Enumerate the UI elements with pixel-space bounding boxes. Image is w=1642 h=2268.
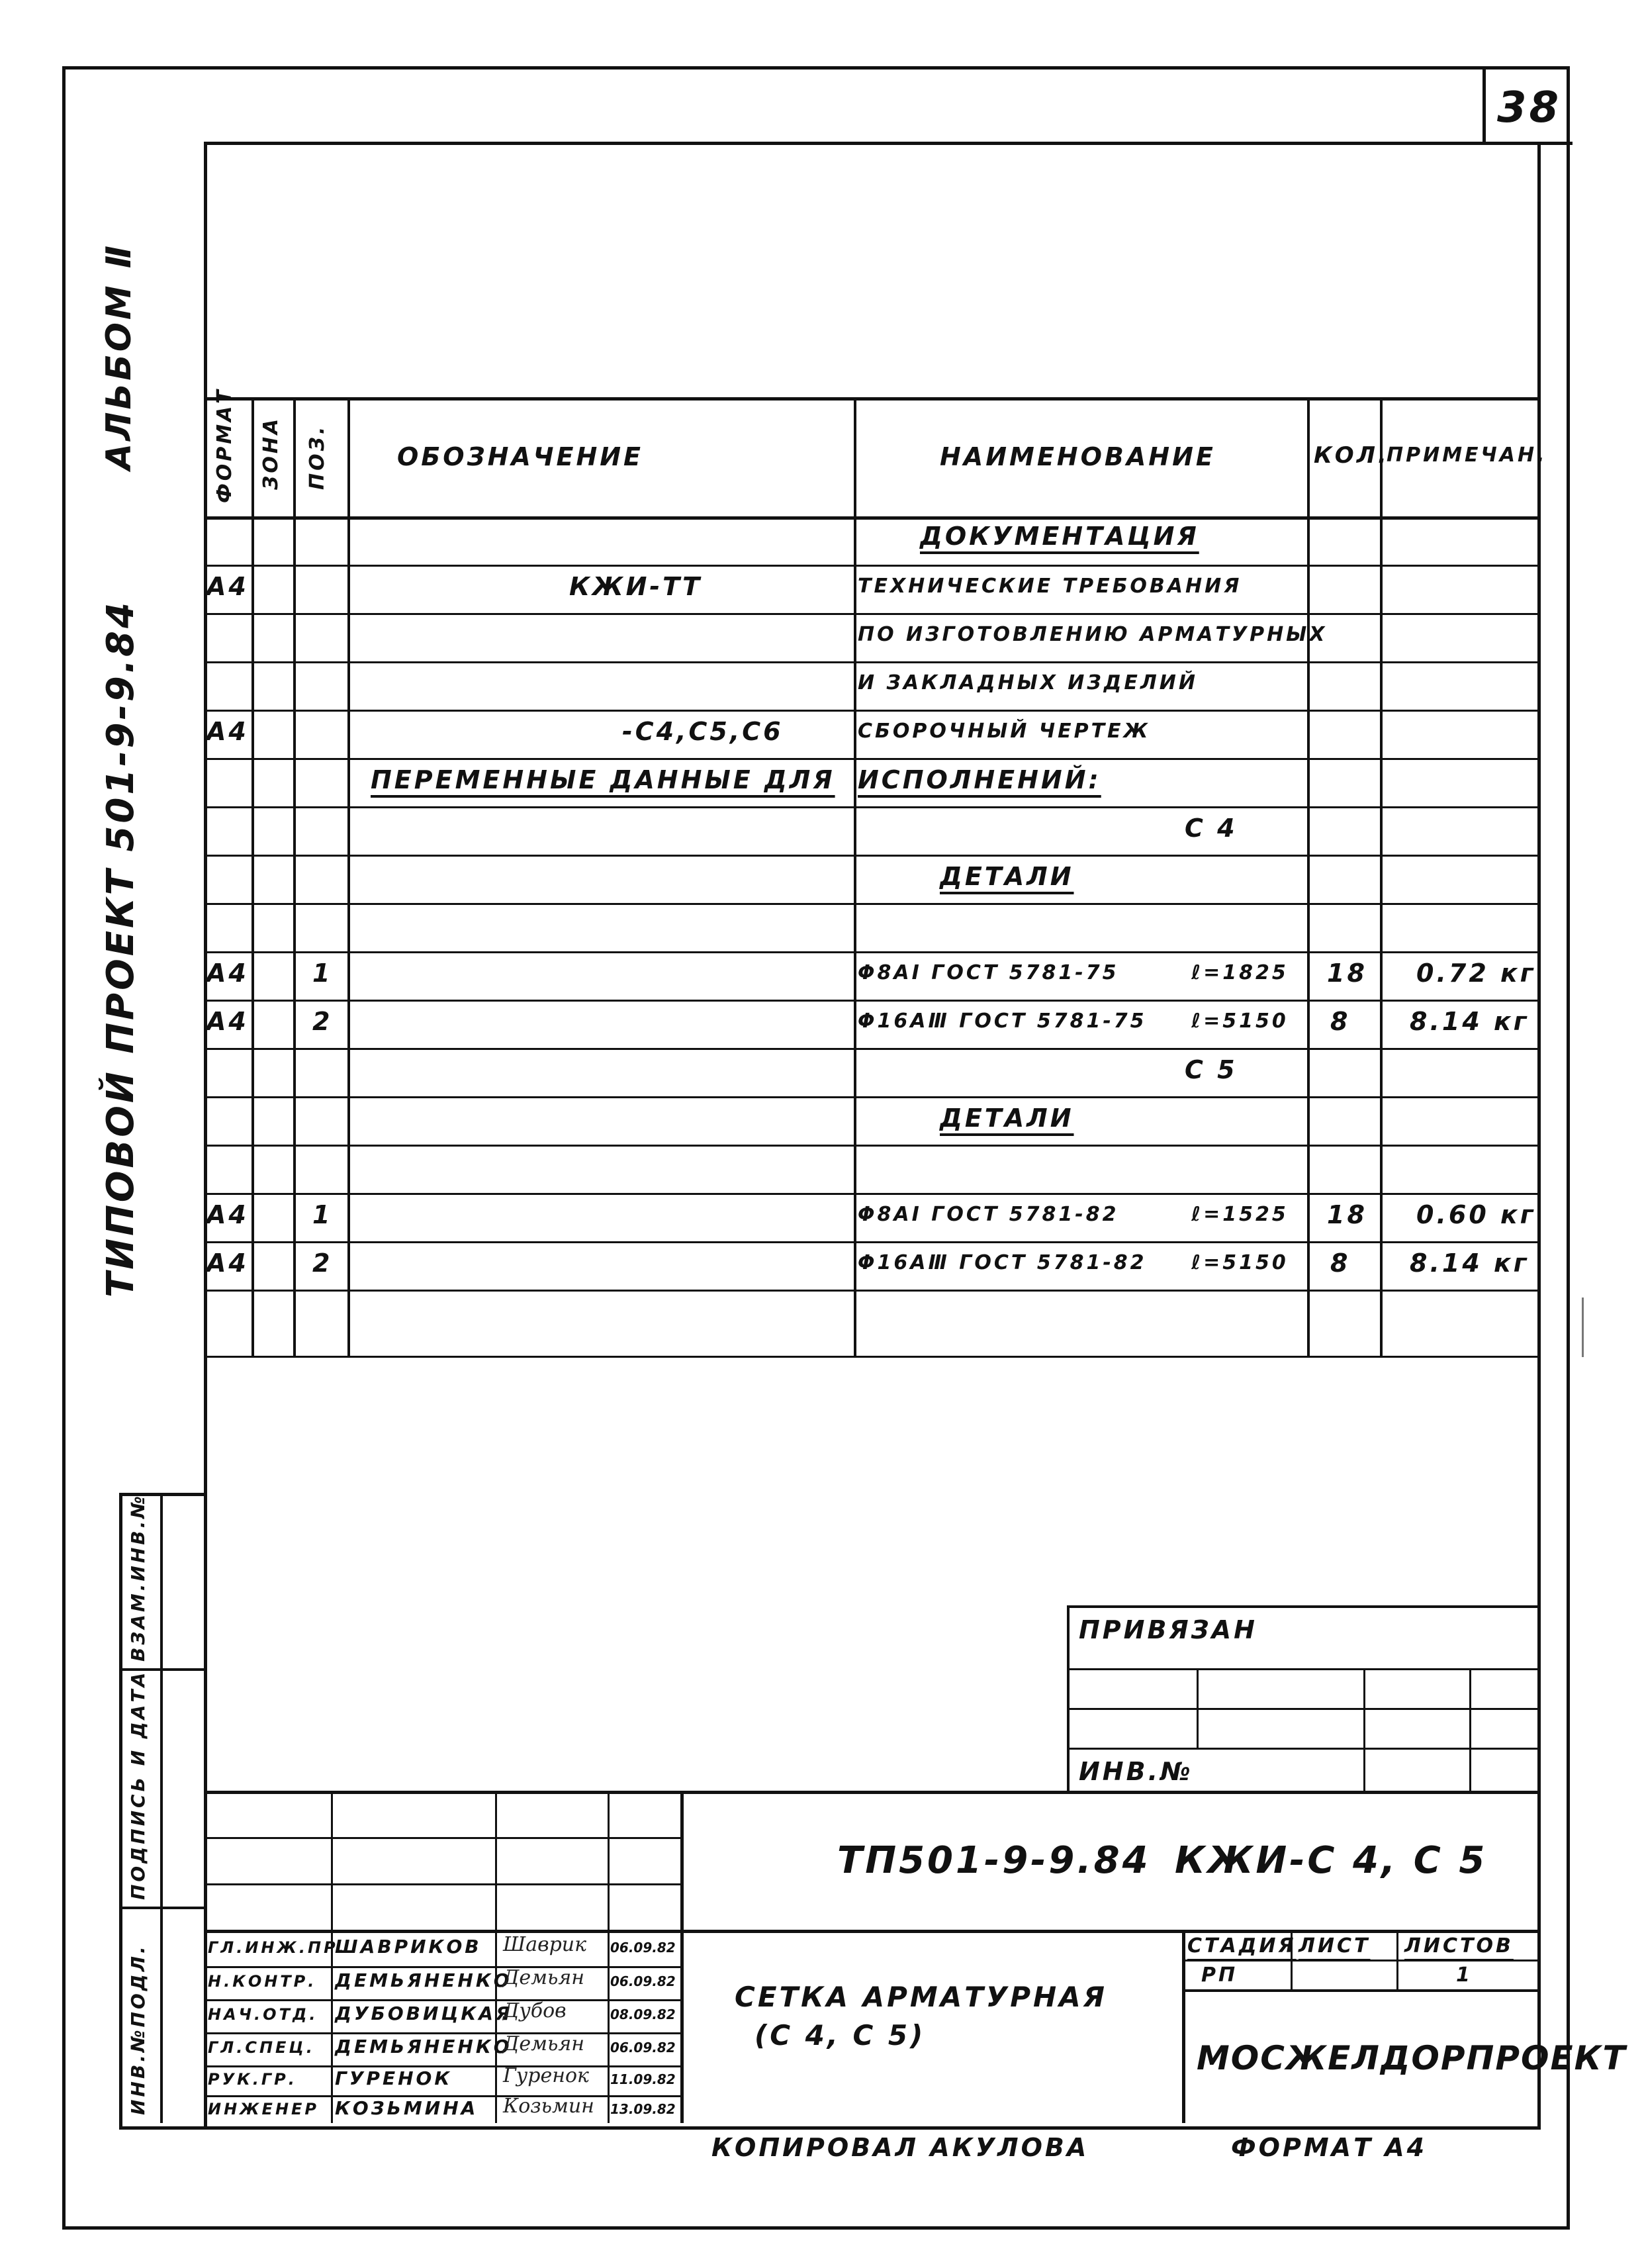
row-name: СБОРОЧНЫЙ ЧЕРТЕЖ	[858, 720, 1151, 743]
row-name: Φ16АⅢ ГОСТ 5781-82	[858, 1251, 1147, 1274]
row-note: 8.14 кг	[1410, 1249, 1529, 1278]
signature: Демьян	[503, 1966, 584, 1989]
person-role: НАЧ.ОТД.	[208, 2005, 318, 2024]
row-designation: КЖИ-ТТ	[569, 572, 702, 601]
doc-code: ТП501-9-9.84	[837, 1839, 1151, 1882]
signature: Гуренок	[503, 2064, 589, 2087]
binding-title: ПРИВЯЗАН	[1079, 1615, 1257, 1644]
organization: МОСЖЕЛДОРПРОЕКТ	[1197, 2039, 1627, 2077]
album-label: АЛЬБОМ Ⅱ	[99, 242, 139, 470]
person-name: ШАВРИКОВ	[335, 1936, 482, 1958]
row-name: Φ8АⅠ ГОСТ 5781-75	[858, 961, 1119, 984]
row-name: С 4	[1185, 814, 1238, 843]
row-name: ИСПОЛНЕНИЙ:	[858, 765, 1101, 794]
stamp-inv-label: ИНВ.№ПОДЛ.	[127, 1944, 149, 2115]
person-role: ИНЖЕНЕР	[208, 2100, 320, 2118]
person-role: РУК.ГР.	[208, 2070, 297, 2089]
row-name: ДЕТАЛИ	[940, 1104, 1074, 1133]
row-format: А4	[206, 1249, 249, 1278]
drawing-title: СЕТКА АРМАТУРНАЯ	[735, 1981, 1108, 2013]
person-name: ДЕМЬЯНЕНКО	[335, 1969, 512, 1991]
person-name: ГУРЕНОК	[335, 2067, 453, 2089]
stage-value: РП	[1201, 1963, 1238, 1987]
person-role: Н.КОНТР.	[208, 1972, 317, 1991]
signature: Шаврик	[503, 1933, 587, 1956]
row-pos: 1	[312, 959, 333, 988]
row-format: А4	[206, 717, 249, 746]
row-name: ТЕХНИЧЕСКИЕ ТРЕБОВАНИЯ	[858, 575, 1242, 598]
row-note: 0.60 кг	[1416, 1200, 1536, 1229]
person-date: 13.09.82	[610, 2101, 676, 2117]
row-name: С 5	[1185, 1055, 1238, 1084]
person-date: 06.09.82	[610, 2040, 676, 2055]
stamp-sign-label: ПОДПИСЬ И ДАТА	[127, 1670, 149, 1900]
row-length: ℓ=1525	[1191, 1203, 1289, 1226]
person-date: 06.09.82	[610, 1973, 676, 1989]
row-length: ℓ=5150	[1191, 1251, 1289, 1274]
sheet-label: ЛИСТ	[1299, 1934, 1371, 1958]
row-length: ℓ=5150	[1191, 1010, 1289, 1033]
row-designation: ПЕРЕМЕННЫЕ ДАННЫЕ ДЛЯ	[371, 765, 835, 794]
row-name: И ЗАКЛАДНЫХ ИЗДЕЛИЙ	[858, 671, 1198, 694]
doc-mark: КЖИ-С 4, С 5	[1175, 1839, 1488, 1882]
row-note: 8.14 кг	[1410, 1007, 1529, 1036]
header-zone: ЗОНА	[259, 416, 283, 490]
header-note: ПРИМЕЧАН.	[1387, 444, 1547, 467]
row-qty: 8	[1330, 1249, 1351, 1278]
binding-inv: ИНВ.№	[1079, 1757, 1193, 1786]
row-designation: -С4,С5,С6	[622, 717, 784, 746]
signature: Демьян	[503, 2032, 584, 2055]
header-qty: КОЛ.	[1314, 442, 1389, 469]
row-format: А4	[206, 572, 249, 601]
row-pos: 1	[312, 1200, 333, 1229]
person-role: ГЛ.СПЕЦ.	[208, 2038, 315, 2057]
person-name: КОЗЬМИНА	[335, 2097, 479, 2119]
row-qty: 18	[1327, 959, 1367, 988]
person-date: 11.09.82	[610, 2071, 676, 2087]
drawing-subtitle: (С 4, С 5)	[754, 2019, 926, 2052]
row-name: Φ8АⅠ ГОСТ 5781-82	[858, 1203, 1119, 1226]
row-format: А4	[206, 1200, 249, 1229]
header-format: ФОРМАТ	[213, 387, 236, 503]
stage-label: СТАДИЯ	[1187, 1934, 1297, 1958]
person-role: ГЛ.ИНЖ.ПР.	[208, 1938, 347, 1957]
page-number: 38	[1497, 83, 1562, 132]
edge-mark	[1582, 1298, 1584, 1357]
row-pos: 2	[312, 1249, 333, 1278]
row-name: ПО ИЗГОТОВЛЕНИЮ АРМАТУРНЫХ	[858, 623, 1328, 646]
stamp-replace-label: ВЗАМ.ИНВ.№	[127, 1493, 149, 1662]
signature: Козьмин	[503, 2095, 594, 2118]
header-pos: ПОЗ.	[306, 424, 329, 490]
sheets-value: 1	[1456, 1963, 1473, 1987]
footer-format: ФОРМАТ А4	[1231, 2133, 1428, 2162]
row-name: Φ16АⅢ ГОСТ 5781-75	[858, 1010, 1147, 1033]
person-date: 06.09.82	[610, 1940, 676, 1956]
inner-frame	[204, 142, 1541, 2130]
project-label: ТИПОВОЙ ПРОЕКТ 501-9-9.84	[99, 600, 142, 1298]
signature: Дубов	[503, 1999, 567, 2022]
row-format: А4	[206, 959, 249, 988]
person-name: ДЕМЬЯНЕНКО	[335, 2036, 512, 2057]
row-name: ДЕТАЛИ	[940, 862, 1074, 891]
person-date: 08.09.82	[610, 2007, 676, 2022]
row-qty: 18	[1327, 1200, 1367, 1229]
row-note: 0.72 кг	[1416, 959, 1536, 988]
person-name: ДУБОВИЦКАЯ	[335, 2003, 513, 2024]
spec-section-heading: ДОКУМЕНТАЦИЯ	[920, 522, 1199, 551]
footer-copied: КОПИРОВАЛ АКУЛОВА	[711, 2133, 1089, 2162]
row-pos: 2	[312, 1007, 333, 1036]
header-name: НАИМЕНОВАНИЕ	[940, 442, 1216, 471]
sheets-label: ЛИСТОВ	[1404, 1934, 1514, 1958]
row-format: А4	[206, 1007, 249, 1036]
row-length: ℓ=1825	[1191, 961, 1289, 984]
header-designation: ОБОЗНАЧЕНИЕ	[397, 442, 644, 471]
row-qty: 8	[1330, 1007, 1351, 1036]
